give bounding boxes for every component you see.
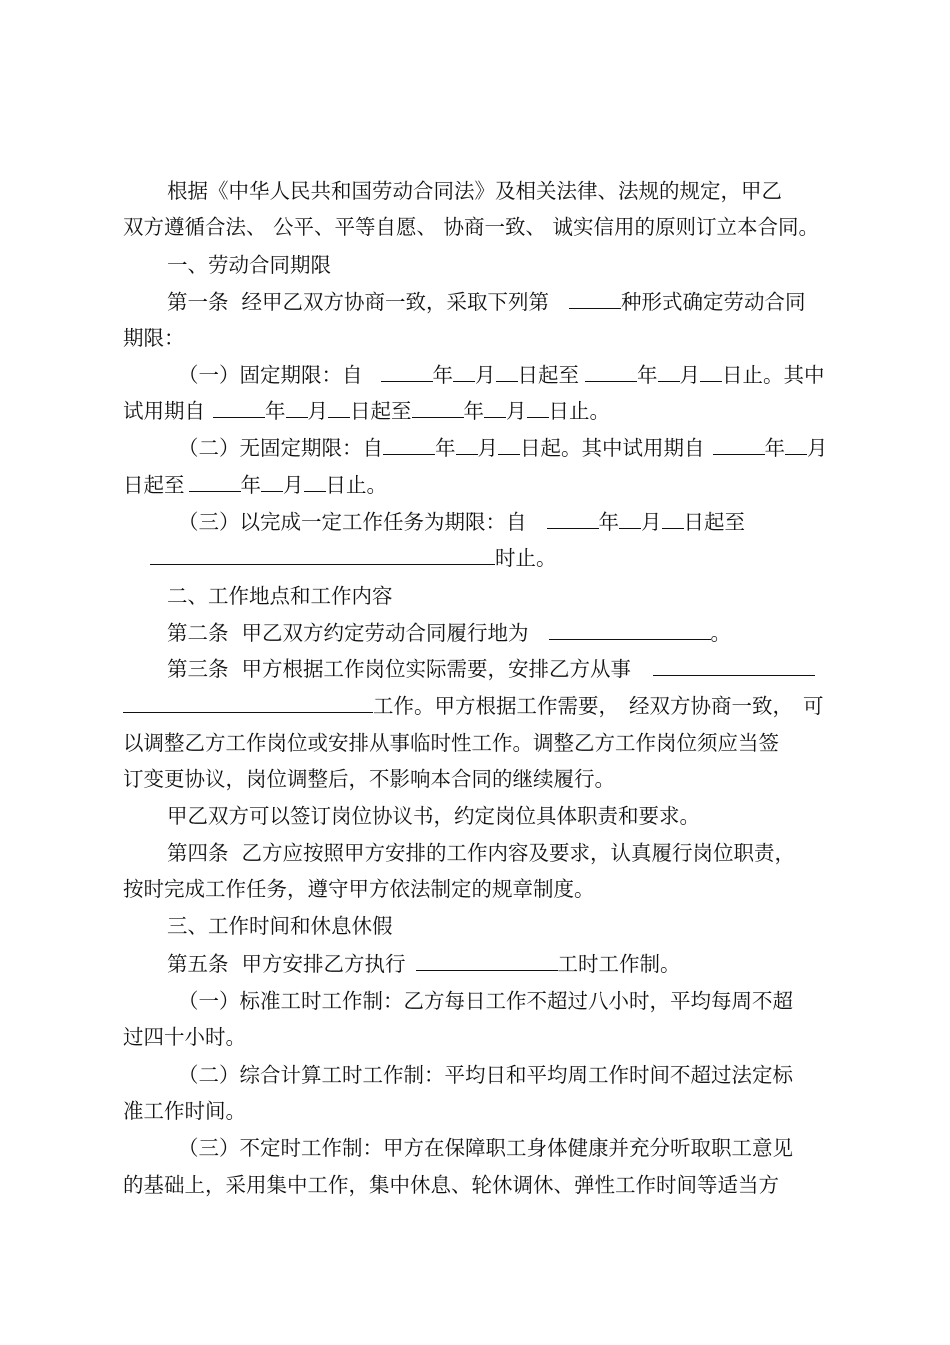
year-blank[interactable]: [713, 434, 765, 455]
article-4-line-2: 按时完成工作任务，遵守甲方依法制定的规章制度。: [123, 877, 595, 901]
task-term-line-1: （三）以完成一定工作任务为期限：自 年 月 日起至: [178, 510, 745, 534]
form-number-blank[interactable]: [569, 288, 621, 309]
month-blank[interactable]: [456, 434, 478, 455]
open-term-line-2: 日起至 年 月 日止。: [123, 473, 387, 497]
intro-line-1: 根据《中华人民共和国劳动合同法》及相关法律、法规的规定，甲乙: [167, 179, 782, 203]
month-blank[interactable]: [261, 471, 283, 492]
intro-line-2: 双方遵循合法、 公平、平等自愿、 协商一致、 诚实信用的原则订立本合同。: [123, 215, 820, 239]
year-blank[interactable]: [547, 508, 599, 529]
task-term-line-2: 时止。: [150, 544, 557, 572]
job-content-blank-continued[interactable]: [123, 692, 373, 713]
comprehensive-hours-line-1: （二）综合计算工时工作制：平均日和平均周工作时间不超过法定标: [178, 1063, 793, 1087]
fixed-term-line-1: （一）固定期限：自 年 月 日起至 年 月 日止。其中: [178, 363, 825, 387]
work-location-blank[interactable]: [549, 619, 711, 640]
month-blank[interactable]: [785, 434, 807, 455]
day-blank[interactable]: [304, 471, 326, 492]
article-4-line-1: 第四条 乙方应按照甲方安排的工作内容及要求，认真履行岗位职责，: [167, 841, 796, 865]
job-content-blank[interactable]: [653, 655, 815, 676]
fixed-term-line-2: 试用期自 年 月 日起至 年 月 日止。: [123, 399, 610, 423]
article-2-line: 第二条 甲乙双方约定劳动合同履行地为 。: [167, 621, 732, 645]
month-blank[interactable]: [658, 361, 680, 382]
article-5-line: 第五条 甲方安排乙方执行 工时工作制。: [167, 952, 681, 976]
open-term-line-1: （二）无固定期限：自 年 月 日起。其中试用期自 年 月: [178, 436, 828, 460]
day-blank[interactable]: [700, 361, 722, 382]
standard-hours-line-1: （一）标准工时工作制：乙方每日工作不超过八小时，平均每周不超: [178, 989, 793, 1013]
day-blank[interactable]: [498, 434, 520, 455]
day-blank[interactable]: [496, 361, 518, 382]
standard-hours-line-2: 过四十小时。: [123, 1025, 246, 1049]
article-3-line-1: 第三条 甲方根据工作岗位实际需要，安排乙方从事: [167, 655, 815, 683]
month-blank[interactable]: [453, 361, 475, 382]
year-blank[interactable]: [412, 397, 464, 418]
day-blank[interactable]: [527, 397, 549, 418]
month-blank[interactable]: [619, 508, 641, 529]
year-blank[interactable]: [381, 361, 433, 382]
working-hours-system-blank[interactable]: [416, 950, 558, 971]
section-heading-3: 三、工作时间和休息休假: [167, 914, 393, 938]
year-blank[interactable]: [585, 361, 637, 382]
article-3-line-3: 以调整乙方工作岗位或安排从事临时性工作。调整乙方工作岗位须应当签: [123, 731, 779, 755]
section-heading-1: 一、劳动合同期限: [167, 253, 331, 277]
task-description-blank[interactable]: [150, 544, 495, 565]
day-blank[interactable]: [328, 397, 350, 418]
article-3-line-4: 订变更协议，岗位调整后，不影响本合同的继续履行。: [123, 767, 615, 791]
article-1-line-2: 期限：: [123, 326, 185, 350]
comprehensive-hours-line-2: 准工作时间。: [123, 1099, 246, 1123]
year-blank[interactable]: [383, 434, 435, 455]
month-blank[interactable]: [484, 397, 506, 418]
article-1-line-1: 第一条 经甲乙双方协商一致，采取下列第 种形式确定劳动合同: [167, 290, 806, 314]
year-blank[interactable]: [189, 471, 241, 492]
article-3-line-2: 工作。甲方根据工作需要， 经双方协商一致， 可: [123, 692, 824, 720]
flexible-hours-line-2: 的基础上，采用集中工作，集中休息、轮休调休、弹性工作时间等适当方: [123, 1173, 779, 1197]
article-3-paragraph-2: 甲乙双方可以签订岗位协议书，约定岗位具体职责和要求。: [167, 804, 700, 828]
day-blank[interactable]: [662, 508, 684, 529]
flexible-hours-line-1: （三）不定时工作制：甲方在保障职工身体健康并充分听取职工意见: [178, 1136, 793, 1160]
section-heading-2: 二、工作地点和工作内容: [167, 584, 393, 608]
month-blank[interactable]: [286, 397, 308, 418]
year-blank[interactable]: [213, 397, 265, 418]
